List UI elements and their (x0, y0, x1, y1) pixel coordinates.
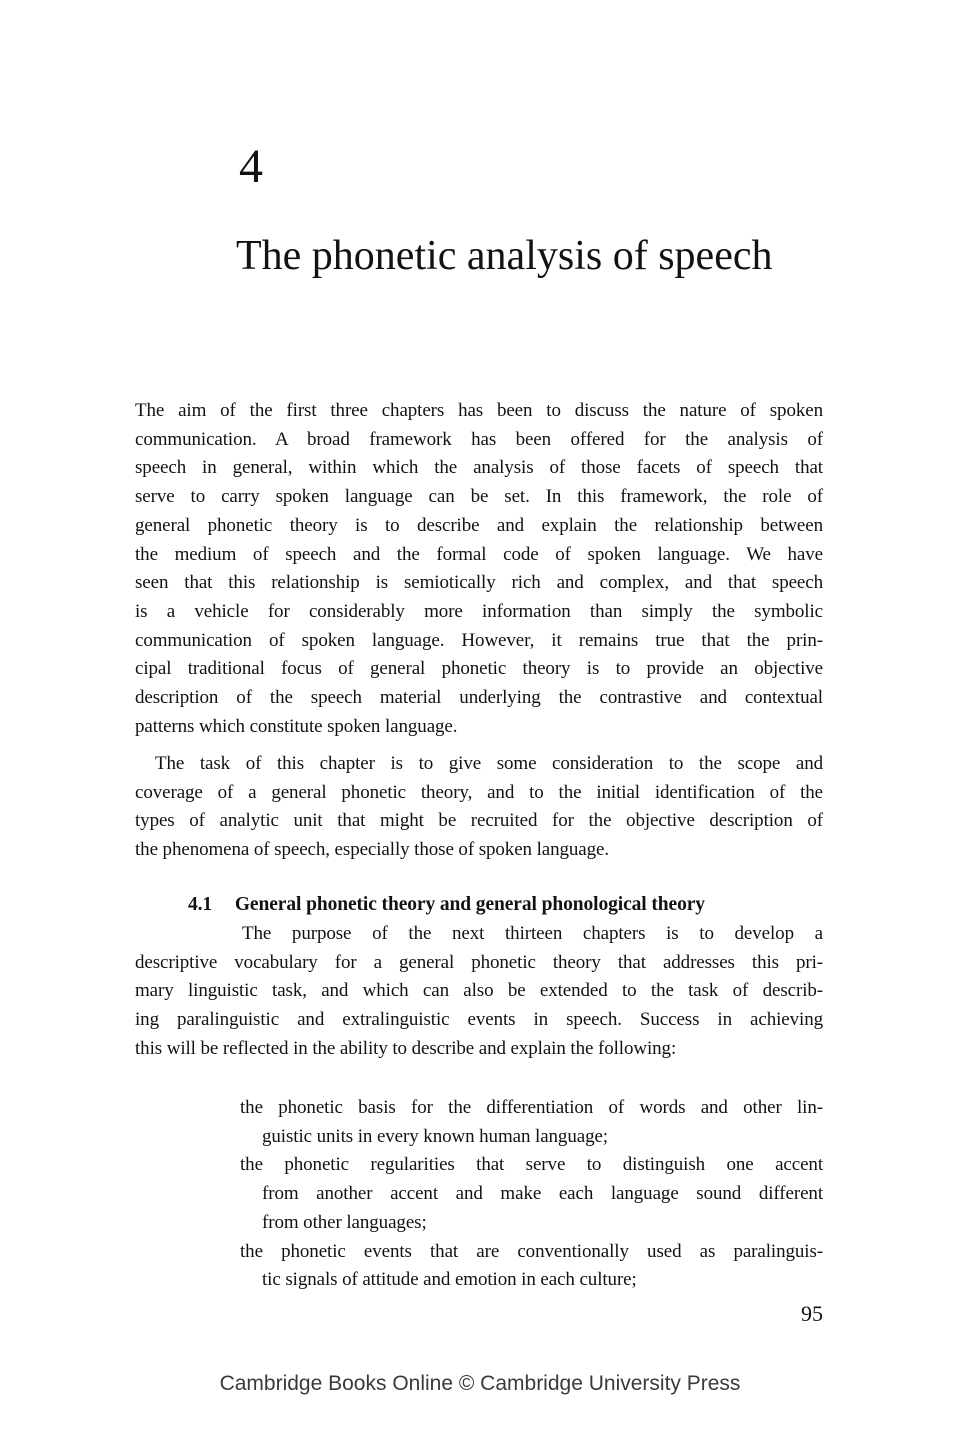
text-line: communication. A broad framework has been offered for the analysis of (135, 428, 823, 450)
text-line: ing paralinguistic and extralinguistic events in speech. Success in achieving (135, 1009, 823, 1031)
text-line: tic signals of attitude and emotion in each culture; (262, 1269, 637, 1291)
text-line: description of the speech material underlying the contrastive and contextual (135, 687, 823, 709)
text-line: cipal traditional focus of general phonetic theory is to provide an objective (135, 658, 823, 680)
section-number: 4.1 (188, 894, 213, 915)
list-block (135, 1094, 823, 1295)
page-number: 95 (801, 1301, 823, 1326)
chapter-number: 4 (239, 140, 263, 193)
text-line: The task of this chapter is to give some consideration to the scope and (155, 753, 823, 774)
text-line: this will be reflected in the ability to describe and explain the following: (135, 1037, 677, 1059)
paragraph-3 (135, 920, 823, 1064)
text-line: from another accent and make each language sound different (262, 1183, 823, 1205)
section-heading (135, 891, 823, 920)
text-line: coverage of a general phonetic theory, and to the initial identification of the (135, 781, 823, 803)
text-line: descriptive vocabulary for a general phonetic theory that addresses this pri- (135, 951, 823, 973)
section-title: General phonetic theory and general phonological theory (234, 894, 705, 915)
text-line: The aim of the first three chapters has been to discuss the nature of spoken (135, 400, 823, 421)
text-line: the phenomena of speech, especially those of spoken language. (135, 839, 610, 861)
text-line: general phonetic theory is to describe and explain the relationship between (135, 514, 823, 536)
text-line: guistic units in every known human language; (262, 1125, 608, 1147)
text-line: the phonetic events that are conventionally used as paralinguis- (240, 1240, 823, 1262)
text-line: seen that this relationship is semiotically rich and complex, and that speech (135, 572, 823, 594)
chapter-title: The phonetic analysis of speech (236, 233, 773, 279)
text-line: the phonetic basis for the differentiation of words and other lin- (240, 1097, 823, 1118)
text-line: from other languages; (262, 1211, 427, 1233)
paragraph-2 (135, 750, 823, 865)
footer-credit: Cambridge Books Online © Cambridge University Press (219, 1372, 741, 1395)
text-line: the medium of speech and the formal code of spoken language. We have (135, 543, 823, 565)
paragraph-1 (135, 397, 823, 741)
text-line: mary linguistic task, and which can also be extended to the task of describ- (135, 980, 823, 1002)
text-line: types of analytic unit that might be recruited for the objective description of (135, 810, 823, 832)
text-line: patterns which constitute spoken language. (135, 715, 458, 737)
text-line: communication of spoken language. However, it remains true that the prin- (135, 629, 823, 651)
text-line: is a vehicle for considerably more information than simply the symbolic (135, 600, 823, 622)
text-line: speech in general, within which the analysis of those facets of speech that (135, 457, 823, 479)
text-line: The purpose of the next thirteen chapters is to develop a (242, 923, 823, 944)
text-line: serve to carry spoken language can be set. In this framework, the role of (135, 486, 823, 508)
text-line: the phonetic regularities that serve to distinguish one accent (240, 1154, 823, 1176)
